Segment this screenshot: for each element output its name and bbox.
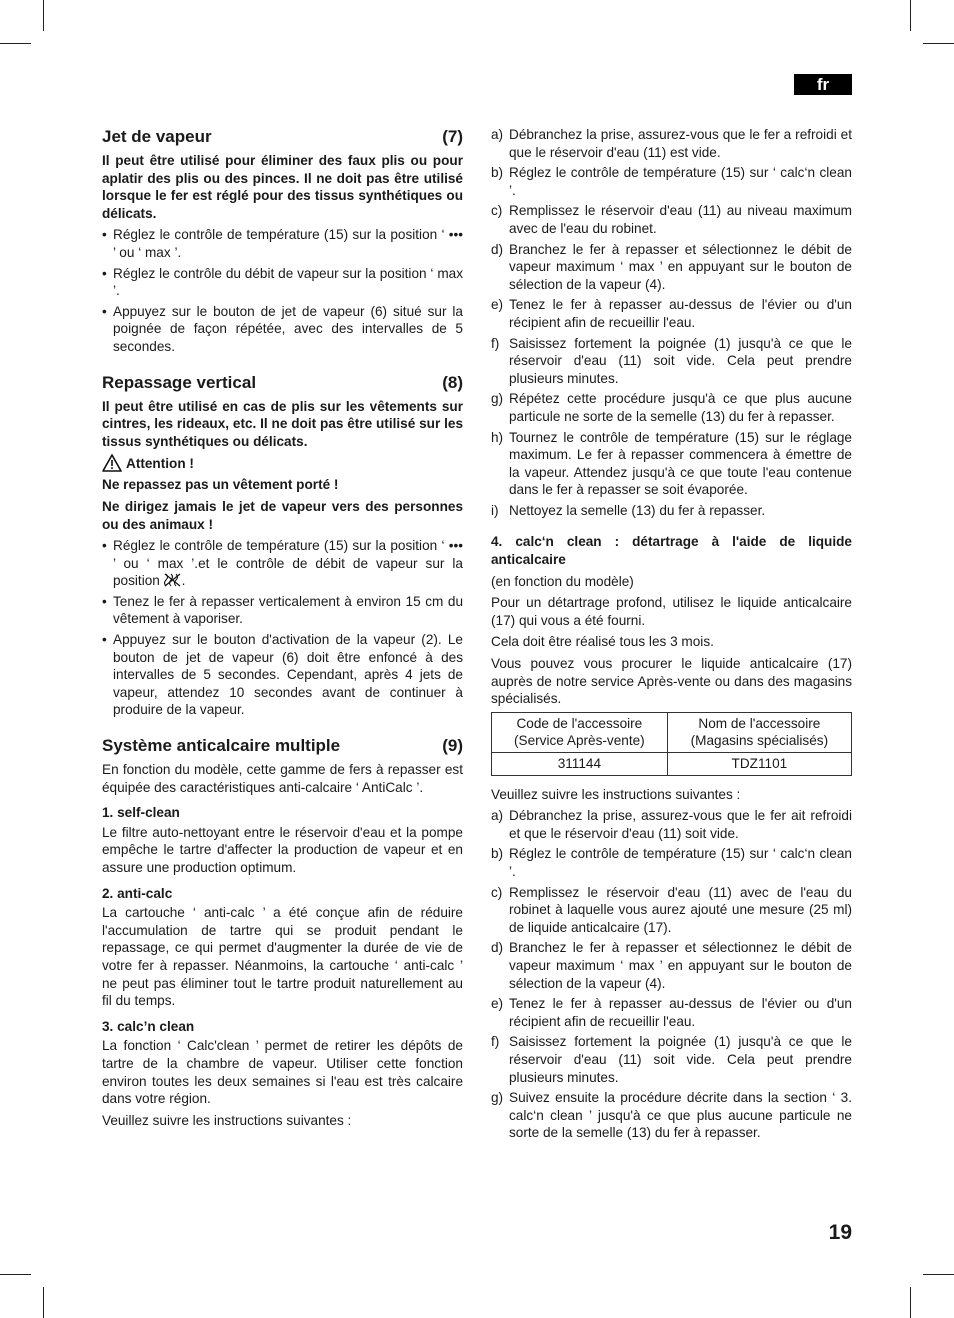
heading-title: Système anticalcaire multiple: [102, 736, 341, 756]
paragraph: Pour un détartrage profond, utilisez le liquide anticalcaire (17) qui vous a été fourni.: [491, 595, 852, 628]
step-text: Saisissez fortement la poignée (1) jusqu'à ce que le réservoir d'eau (11) soit vide. Cela peut prendre plusieurs minutes.: [509, 1034, 852, 1085]
list-item: [491, 1089, 852, 1142]
list-item: • Réglez le contrôle de température (15) sur la position ‘ ••• ’ ou ‘ max ’.: [102, 226, 463, 261]
list-item: [491, 126, 852, 161]
subsection-title: 3. calc’n clean: [102, 1018, 195, 1034]
list-item-text: Réglez le contrôle de température (15) sur la position ‘ ••• ’ ou ‘ max ’.et le contrôle de débit de vapeur sur la position: [113, 538, 463, 589]
left-column: [102, 126, 463, 1133]
step-marker: a): [491, 127, 504, 142]
paragraph: Veuillez suivre les instructions suivantes :: [491, 786, 741, 802]
list-item: [491, 845, 852, 880]
step-marker: f): [491, 335, 500, 351]
section-heading-anticalc: [102, 735, 463, 757]
crop-mark: [43, 1287, 44, 1318]
page-number: 19: [828, 1221, 852, 1244]
header-line: (Magasins spécialisés): [690, 733, 829, 749]
section-intro: Il peut être utilisé en cas de plis sur les vêtements sur cintres, les rideaux, etc. Il ne doit pas être utilisé sur les tissus synthétiques ou délicats.: [102, 398, 463, 449]
step-marker: b): [491, 165, 504, 181]
table-header-cell: [667, 712, 851, 752]
list-item: [491, 335, 852, 388]
heading-title: Jet de vapeur: [102, 127, 212, 146]
step-text: Tournez le contrôle de température (15) sur le réglage maximum. Le fer à repasser commencera à émettre de la vapeur. Attendez jusqu'à ce que toute l'eau contenue dans le fer à repasser se soit évaporée.: [509, 429, 852, 498]
heading-number: (8): [442, 372, 463, 392]
bullet-list: [102, 537, 463, 719]
step-text: Suivez ensuite la procédure décrite dans la section ‘ 3. calc‘n clean ’ jusqu'à ce que plus aucune particule ne sorte de la semelle (13) du fer à repasser.: [509, 1090, 852, 1141]
crop-mark: [910, 0, 911, 31]
bullet-list: [102, 226, 463, 355]
step-marker: a): [491, 808, 504, 824]
section-intro: Il peut être utilisé pour éliminer des faux plis ou pour aplatir des plis ou des pinces. Il ne doit pas être utilisé lorsque le fer est réglé pour des tissus synthétiques ou délicats.: [102, 153, 463, 221]
list-item: [491, 429, 852, 499]
step-text: Tenez le fer à repasser au-dessus de l'évier ou d'un récipient afin de recueillir l'eau.: [509, 297, 852, 330]
paragraph: (en fonction du modèle): [491, 573, 634, 589]
warning-text: Ne repassez pas un vêtement porté !: [102, 477, 339, 493]
paragraph: La cartouche ‘ anti-calc ’ a été conçue afin de réduire l'accumulation de tartre qui se produit pendant le repassage, ce qui permet d'augmenter la durée de vie de votre fer à repasser. Néanmoins, la cartouche ‘ anti-calc ’ ne peut pas éliminer tout le tartre produit naturellement au fil du temps.: [102, 905, 463, 1009]
header-line: (Service Après-vente): [514, 733, 645, 749]
no-steam-icon: [164, 573, 182, 587]
list-item: [491, 995, 852, 1030]
paragraph: Cela doit être réalisé tous les 3 mois.: [491, 634, 714, 650]
steps-list-calc-clean: [491, 126, 852, 519]
subsection-title: 4. calc‘n clean : détartrage à l'aide de liquide anticalcaire: [491, 534, 852, 568]
list-item: [491, 241, 852, 294]
step-marker: f): [491, 1034, 500, 1050]
list-item: [491, 202, 852, 237]
crop-mark: [43, 0, 44, 31]
step-marker: d): [491, 940, 504, 956]
heading-title: Repassage vertical: [102, 372, 257, 392]
attention-label: Attention !: [126, 455, 194, 471]
list-item: • Réglez le contrôle du débit de vapeur sur la position ‘ max ’.: [102, 265, 463, 300]
heading-number: (9): [442, 736, 463, 756]
step-marker: e): [491, 297, 504, 313]
table-header-cell: [492, 712, 668, 752]
heading-number: (7): [442, 127, 463, 146]
step-text: Débranchez la prise, assurez-vous que le fer a refroidi et que le réservoir d'eau (11) est vide.: [509, 127, 852, 160]
list-item: [102, 537, 463, 590]
step-marker: b): [491, 846, 504, 862]
list-item: [491, 390, 852, 425]
table-cell: 311144: [492, 753, 668, 776]
table-header-row: [492, 712, 852, 752]
language-tab: fr: [794, 74, 852, 95]
section-heading-jet: [102, 126, 463, 148]
step-text: Remplissez le réservoir d'eau (11) avec de l'eau du robinet à laquelle vous aurez ajouté une mesure (25 ml) de liquide anticalcaire (17).: [509, 884, 852, 935]
table-row: [492, 753, 852, 776]
crop-mark: [0, 1274, 31, 1275]
paragraph: La fonction ‘ Calc'clean ’ permet de retirer les dépôts de tartre de la chambre de vapeur. Utiliser cette fonction environ toutes les deux semaines si l'eau est très calcaire dans votre région.: [102, 1038, 463, 1107]
step-marker: c): [491, 884, 503, 900]
accessory-table: [491, 712, 852, 776]
list-item: [491, 884, 852, 937]
step-text: Branchez le fer à repasser et sélectionnez le débit de vapeur maximum ‘ max ’ en appuyant sur le bouton de sélection de la vapeur (4).: [509, 241, 852, 292]
step-marker: d): [491, 241, 504, 257]
step-marker: c): [491, 203, 503, 219]
list-item: [491, 807, 852, 842]
right-column: [491, 126, 852, 1145]
step-marker: h): [491, 429, 504, 445]
list-item: • Appuyez sur le bouton d'activation de la vapeur (2). Le bouton de jet de vapeur (6) doit être enfoncé à des intervalles de 5 secondes. Cependant, après 4 jets de vapeur, attendez 10 secondes avant de continuer à produire de la vapeur.: [102, 631, 463, 719]
step-text: Remplissez le réservoir d'eau (11) au niveau maximum avec de l'eau du robinet.: [509, 203, 852, 236]
step-text: Nettoyez la semelle (13) du fer à repasser.: [509, 502, 766, 518]
steps-list-liquid: [491, 807, 852, 1142]
warning-icon: [102, 454, 122, 472]
list-item: [491, 1033, 852, 1086]
list-item: [491, 502, 852, 520]
crop-mark: [910, 1287, 911, 1318]
subsection-title: 1. self-clean: [102, 805, 180, 821]
step-text: Réglez le contrôle de température (15) sur ‘ calc‘n clean ’.: [509, 165, 852, 198]
section-heading-vertical: [102, 372, 463, 394]
step-marker: i): [491, 502, 499, 518]
crop-mark: [923, 1274, 954, 1275]
step-text: Saisissez fortement la poignée (1) jusqu'à ce que le réservoir d'eau (11) soit vide. Cela peut prendre plusieurs minutes.: [509, 335, 852, 386]
subsection-title: 2. anti-calc: [102, 885, 173, 901]
warning-text: Ne dirigez jamais le jet de vapeur vers des personnes ou des animaux !: [102, 498, 463, 532]
step-text: Débranchez la prise, assurez-vous que le fer ait refroidi et que le réservoir d'eau (11) soit vide.: [509, 808, 852, 841]
paragraph: Vous pouvez vous procurer le liquide anticalcaire (17) auprès de notre service Après-vente ou dans des magasins spécialisés.: [491, 656, 852, 707]
step-text: Branchez le fer à repasser et sélectionnez le débit de vapeur maximum ‘ max ’ en appuyant sur le bouton de sélection de la vapeur (4).: [509, 940, 852, 991]
list-item: [491, 296, 852, 331]
step-text: Tenez le fer à repasser au-dessus de l'évier ou d'un récipient afin de recueillir l'eau.: [509, 996, 852, 1029]
attention-notice: [102, 454, 463, 472]
step-marker: g): [491, 1090, 504, 1106]
list-item-text-end: .: [181, 573, 186, 589]
step-text: Réglez le contrôle de température (15) sur ‘ calc‘n clean ’.: [509, 846, 852, 879]
step-text: Répétez cette procédure jusqu'à ce que plus aucune particule ne sorte de la semelle (13) du fer à repasser.: [509, 391, 852, 424]
step-marker: g): [491, 391, 504, 407]
crop-mark: [0, 43, 31, 44]
paragraph: Le filtre auto-nettoyant entre le réservoir d'eau et la pompe empêche le tartre d'affecter la production de vapeur et en assure une production optimum.: [102, 824, 463, 875]
paragraph: Veuillez suivre les instructions suivantes :: [102, 1112, 352, 1128]
header-line: Nom de l'accessoire: [698, 715, 821, 731]
crop-mark: [923, 43, 954, 44]
list-item: • Appuyez sur le bouton de jet de vapeur (6) situé sur la poignée de façon répétée, avec des intervalles de 5 secondes.: [102, 303, 463, 356]
list-item: [491, 939, 852, 992]
header-line: Code de l'accessoire: [516, 715, 643, 731]
table-cell: TDZ1101: [667, 753, 851, 776]
list-item: • Tenez le fer à repasser verticalement à environ 15 cm du vêtement à vaporiser.: [102, 593, 463, 628]
section-intro: En fonction du modèle, cette gamme de fers à repasser est équipée des caractéristiques anti-calcaire ‘ AntiCalc ’.: [102, 762, 463, 795]
list-item: [491, 164, 852, 199]
step-marker: e): [491, 996, 504, 1012]
